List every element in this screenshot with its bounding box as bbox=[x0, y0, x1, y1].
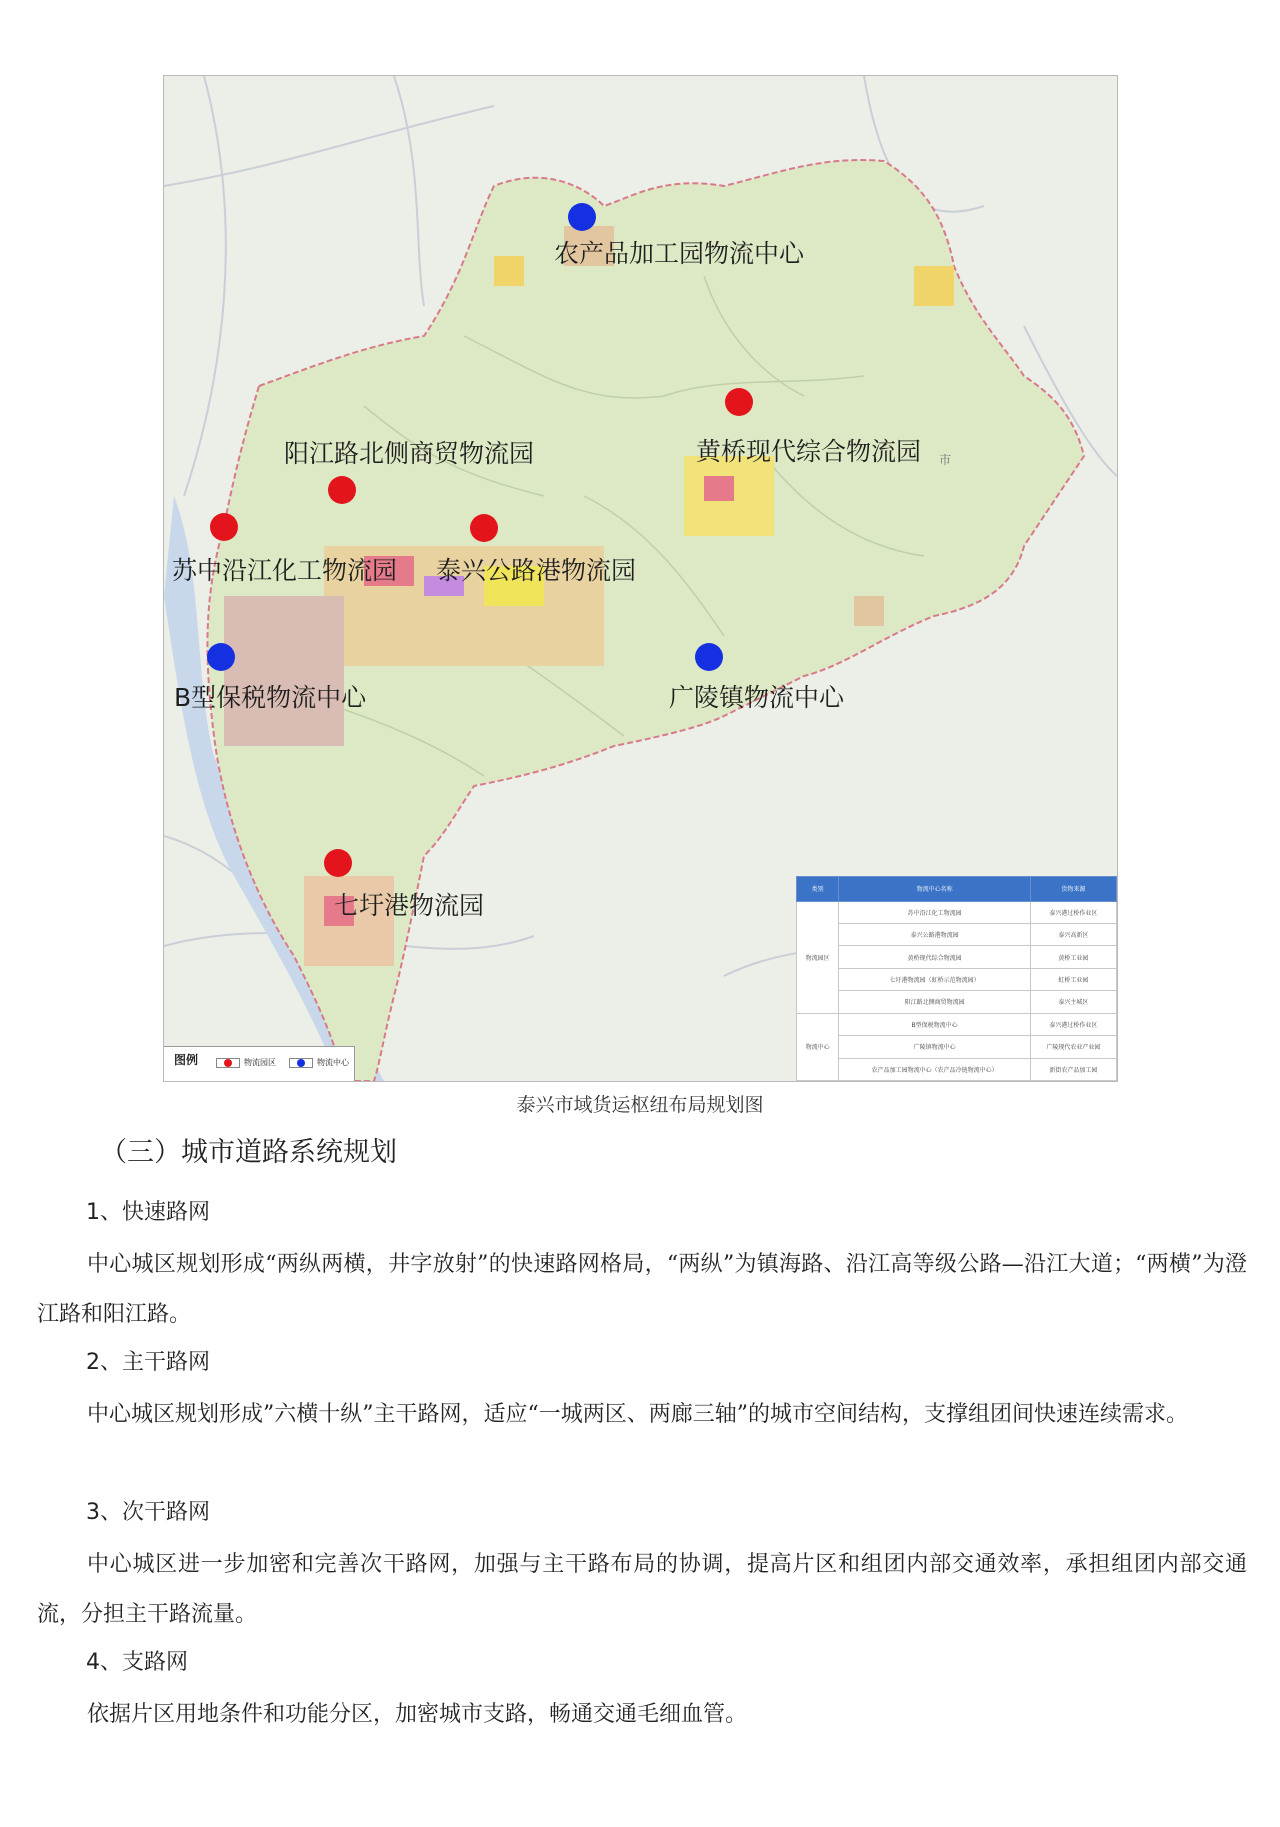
table-row bbox=[797, 991, 1117, 1013]
table-cell: 虹桥工业园 bbox=[1030, 968, 1116, 990]
label-huangqiao: 黄桥现代综合物流园 bbox=[696, 437, 922, 466]
marker-suzhong[interactable] bbox=[210, 513, 238, 541]
header-category: 类别 bbox=[797, 877, 839, 902]
legend-title: 图例 bbox=[174, 1053, 199, 1067]
table-cell: 阳江路北侧商贸物流园 bbox=[839, 991, 1030, 1013]
item-heading-2: 2、主干路网 bbox=[86, 1350, 210, 1375]
table-cell: 泰兴主城区 bbox=[1030, 991, 1116, 1013]
table-row bbox=[797, 968, 1117, 990]
legend-park-swatch bbox=[216, 1058, 240, 1068]
map-caption: 泰兴市域货运枢纽布局规划图 bbox=[516, 1094, 764, 1116]
logistics-table bbox=[796, 876, 1117, 1081]
table-cell: 新街农产品加工园 bbox=[1030, 1058, 1116, 1080]
table-row bbox=[797, 901, 1117, 923]
item-text-3: 中心城区进一步加密和完善次干路网，加强与主干路布局的协调，提高片区和组团内部交通效率，承担组团内部交通流，分担主干路流量。 bbox=[37, 1552, 1247, 1627]
marker-baoshui[interactable] bbox=[207, 643, 235, 671]
marker-nongchanpin[interactable] bbox=[568, 203, 596, 231]
legend-center-label: 物流中心 bbox=[317, 1058, 349, 1067]
table-cell: 广陵镇物流中心 bbox=[839, 1036, 1030, 1058]
table-cell: 物流园区 bbox=[797, 901, 839, 1013]
item-text-4: 依据片区用地条件和功能分区，加密城市支路，畅通交通毛细血管。 bbox=[87, 1702, 748, 1727]
item-text-2: 中心城区规划形成”六横十纵”主干路网，适应“一城两区、两廊三轴”的城市空间结构，支撑组团间快速连续需求。 bbox=[87, 1402, 1188, 1427]
table-cell: 泰兴港过桥作业区 bbox=[1030, 901, 1116, 923]
marker-huangqiao[interactable] bbox=[725, 388, 753, 416]
legend-park-label: 物流园区 bbox=[244, 1058, 276, 1067]
table-cell: 泰兴公路港物流园 bbox=[839, 923, 1030, 945]
marker-qiwei[interactable] bbox=[324, 849, 352, 877]
table-cell: 泰兴港过桥作业区 bbox=[1030, 1013, 1116, 1035]
table-row bbox=[797, 923, 1117, 945]
table-cell: 广陵现代农业产业园 bbox=[1030, 1036, 1116, 1058]
map-legend bbox=[164, 1046, 355, 1082]
table-row bbox=[797, 946, 1117, 968]
marker-guangling[interactable] bbox=[695, 643, 723, 671]
table-cell: 七圩港物流园（虹桥示范物流园） bbox=[839, 968, 1030, 990]
header-name: 物流中心名称 bbox=[839, 877, 1030, 902]
table-cell: 黄桥工业园 bbox=[1030, 946, 1116, 968]
label-gonglugang: 泰兴公路港物流园 bbox=[436, 556, 637, 585]
table-row bbox=[797, 1013, 1117, 1035]
legend-center-swatch bbox=[289, 1058, 313, 1068]
item-heading-1: 1、快速路网 bbox=[86, 1200, 210, 1225]
city-mark: 市 bbox=[939, 453, 952, 467]
table-row bbox=[797, 1058, 1117, 1080]
label-suzhong: 苏中沿江化工物流园 bbox=[172, 556, 398, 585]
logistics-map bbox=[163, 75, 1118, 1082]
red-dot-icon bbox=[224, 1059, 232, 1067]
item-heading-3: 3、次干路网 bbox=[86, 1500, 210, 1525]
marker-gonglugang[interactable] bbox=[470, 514, 498, 542]
section-title: （三）城市道路系统规划 bbox=[100, 1137, 397, 1168]
table-cell: B型保税物流中心 bbox=[839, 1013, 1030, 1035]
table-cell: 苏中沿江化工物流园 bbox=[839, 901, 1030, 923]
label-nongchanpin: 农产品加工园物流中心 bbox=[554, 239, 805, 268]
table-cell: 泰兴高新区 bbox=[1030, 923, 1116, 945]
label-baoshui: B型保税物流中心 bbox=[174, 683, 367, 712]
marker-yangjiang[interactable] bbox=[328, 476, 356, 504]
table-cell: 农产品加工园物流中心（农产品冷链物流中心） bbox=[839, 1058, 1030, 1080]
item-text-1: 中心城区规划形成“两纵两横，井字放射”的快速路网格局，“两纵”为镇海路、沿江高等级公路—沿江大道；“两横”为澄江路和阳江路。 bbox=[37, 1252, 1247, 1327]
label-guangling: 广陵镇物流中心 bbox=[669, 683, 845, 712]
label-qiwei: 七圩港物流园 bbox=[334, 891, 485, 920]
label-yangjiang: 阳江路北侧商贸物流园 bbox=[284, 439, 535, 468]
header-source: 货物来源 bbox=[1030, 877, 1116, 902]
blue-dot-icon bbox=[297, 1059, 305, 1067]
table-cell: 物流中心 bbox=[797, 1013, 839, 1080]
item-heading-4: 4、支路网 bbox=[86, 1650, 188, 1675]
table-cell: 黄桥现代综合物流园 bbox=[839, 946, 1030, 968]
table-header-row bbox=[797, 877, 1117, 902]
table-row bbox=[797, 1036, 1117, 1058]
